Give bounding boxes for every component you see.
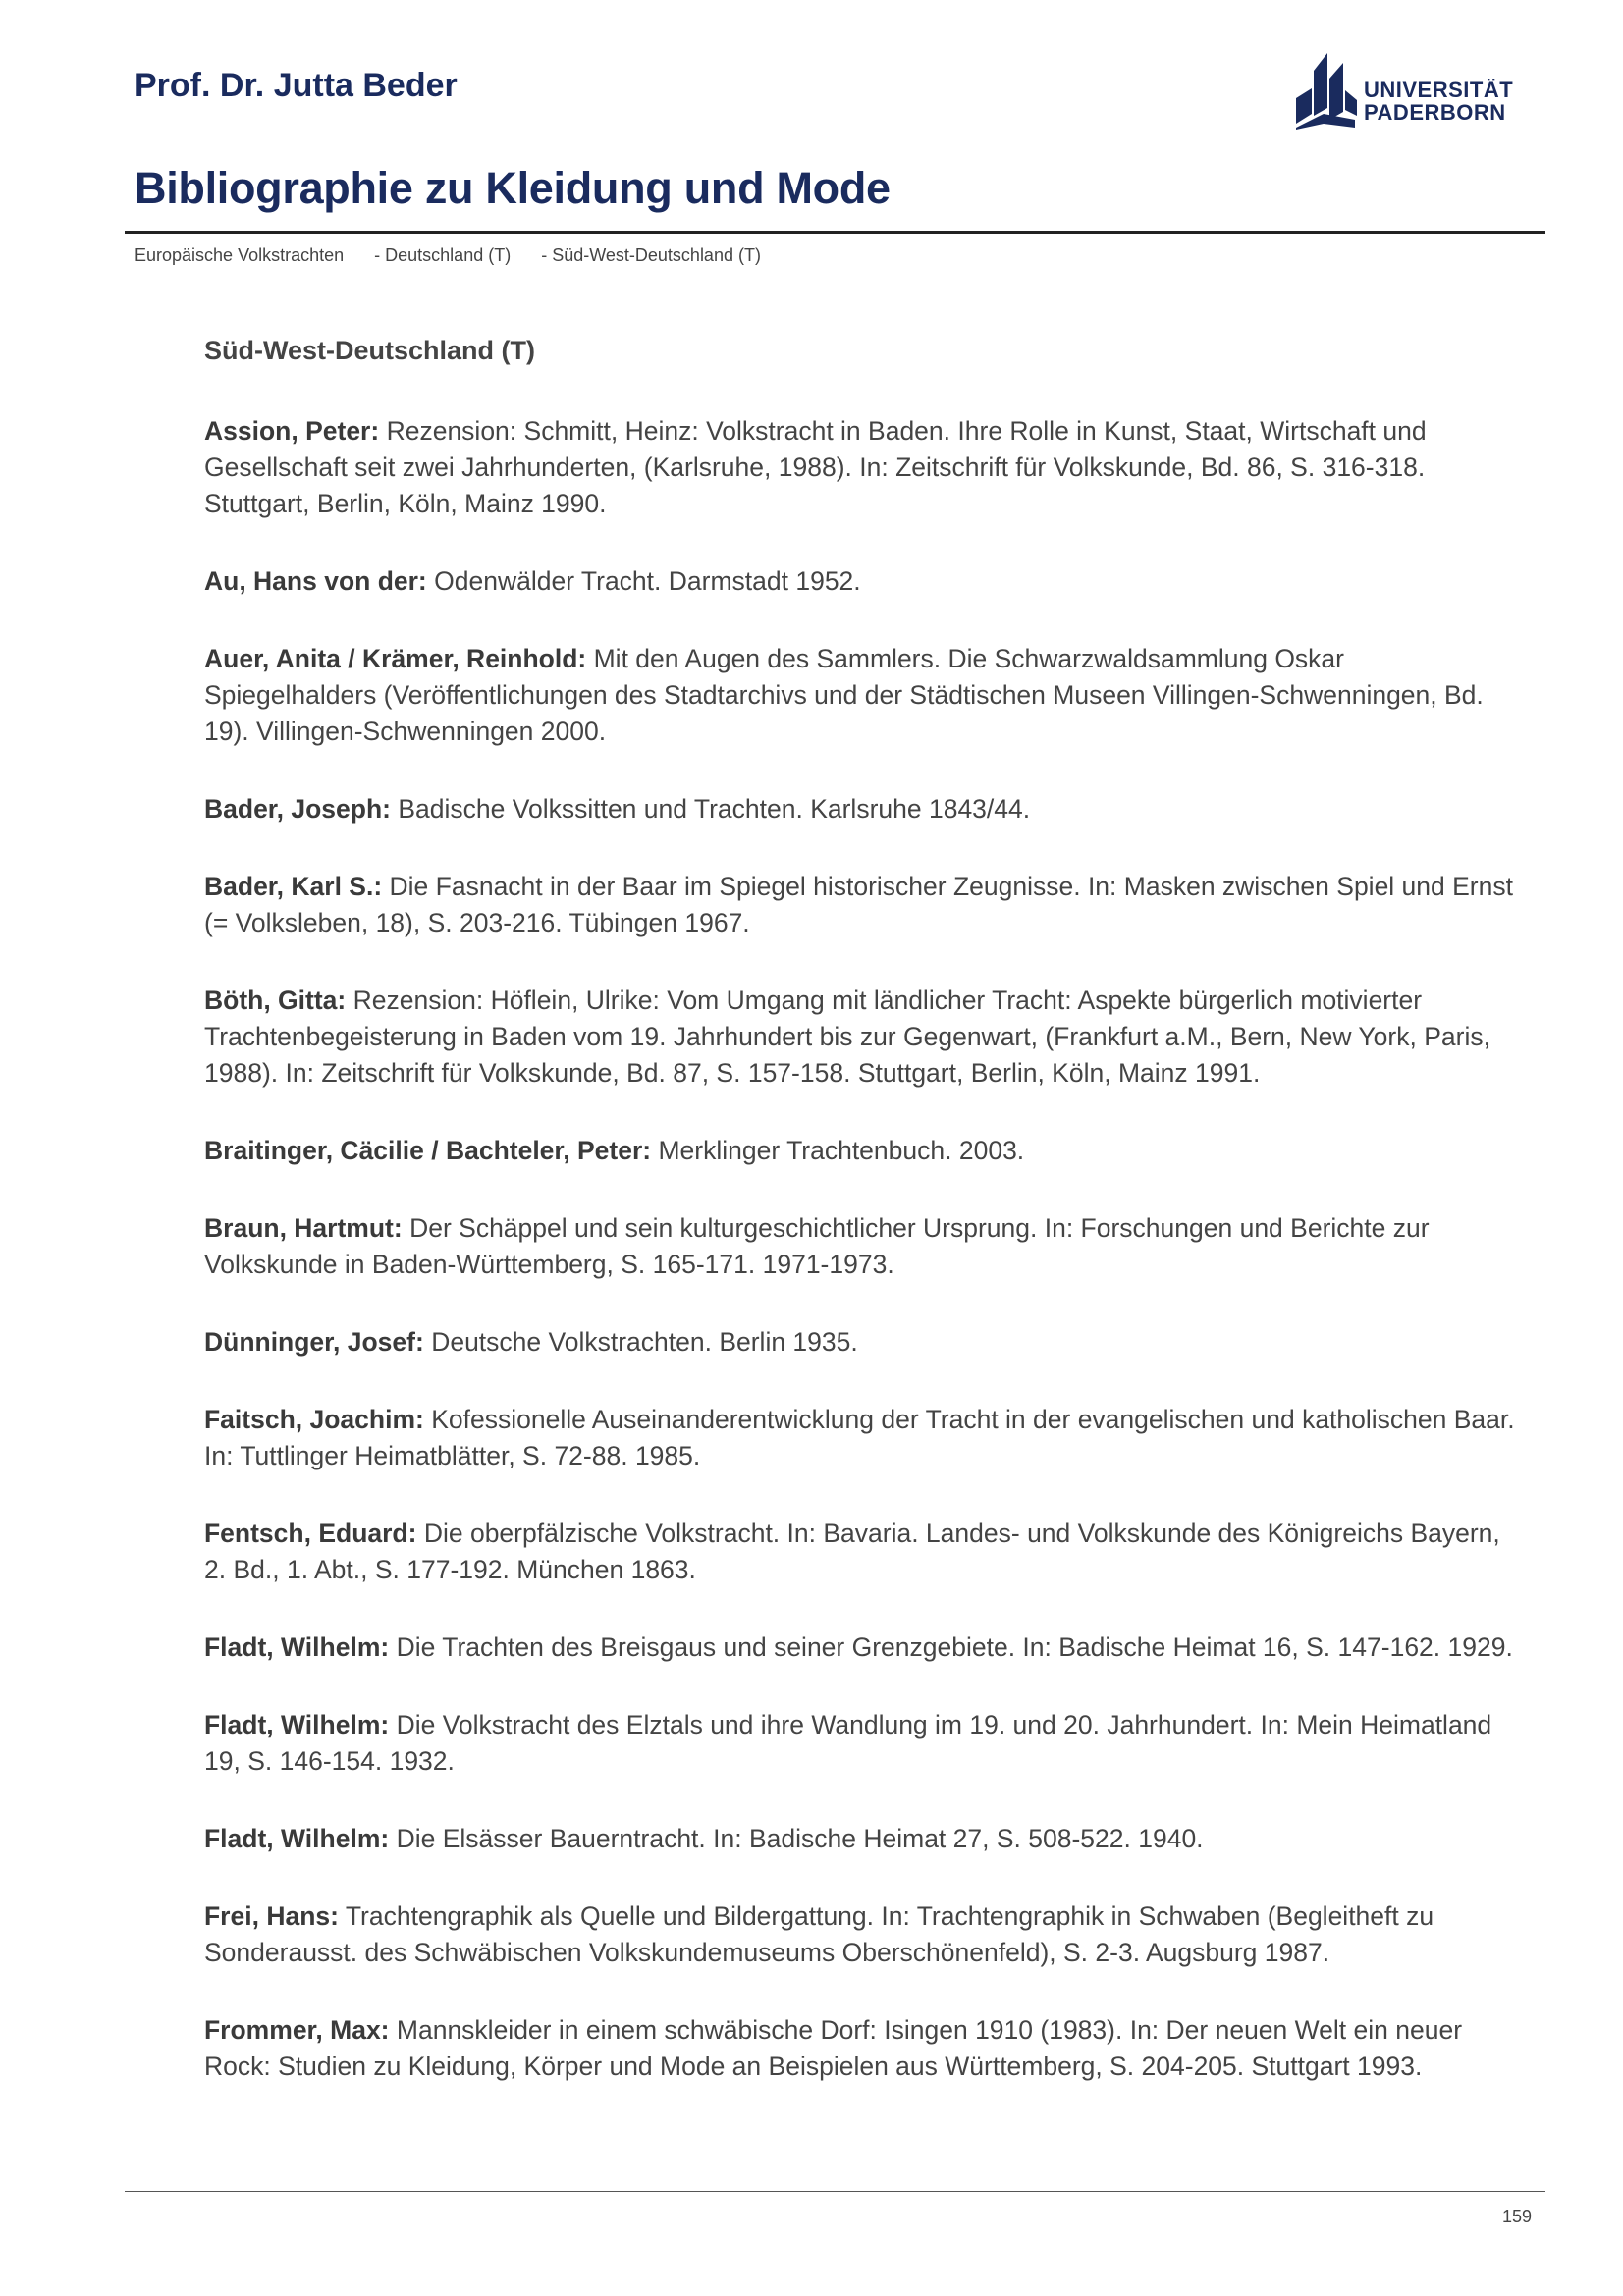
breadcrumb-item: - Süd-West-Deutschland (T) xyxy=(541,245,761,265)
header-divider xyxy=(125,231,1545,234)
bibliography-entry xyxy=(204,1133,1520,1169)
bibliography-entry xyxy=(204,869,1520,941)
breadcrumb-item: Europäische Volkstrachten xyxy=(135,245,345,265)
entry-text: Merklinger Trachtenbuch. 2003. xyxy=(658,1136,1025,1165)
logo-line-1: UNIVERSITÄT xyxy=(1364,78,1514,102)
entry-author: Fladt, Wilhelm: xyxy=(204,1824,390,1853)
breadcrumb xyxy=(135,245,786,266)
entry-text: Badische Volkssitten und Trachten. Karlsruhe 1843/44. xyxy=(398,794,1031,824)
entry-text: Deutsche Volkstrachten. Berlin 1935. xyxy=(431,1327,858,1357)
document-title: Bibliographie zu Kleidung und Mode xyxy=(135,163,891,213)
entry-author: Auer, Anita / Krämer, Reinhold: xyxy=(204,644,587,673)
entry-author: Frei, Hans: xyxy=(204,1901,339,1931)
breadcrumb-item: - Deutschland (T) xyxy=(374,245,512,265)
entry-text: Die oberpfälzische Volkstracht. In: Bavaria. Landes- und Volkskunde des Königreichs Bayern, 2. Bd., 1. Abt., S. 177-192. München 1863. xyxy=(204,1519,1500,1584)
entry-text: Trachtengraphik als Quelle und Bildergattung. In: Trachtengraphik in Schwaben (Begleitheft zu Sonderausst. des Schwäbischen Volkskundemuseums Oberschönenfeld), S. 2-3. Augsburg 1987. xyxy=(204,1901,1434,1967)
entry-author: Faitsch, Joachim: xyxy=(204,1405,424,1434)
entry-text: Der Schäppel und sein kulturgeschichtlicher Ursprung. In: Forschungen und Berichte zur Volkskunde in Baden-Württemberg, S. 165-171. 1971-1973. xyxy=(204,1213,1430,1279)
entry-text: Mannskleider in einem schwäbische Dorf: Isingen 1910 (1983). In: Der neuen Welt ein neuer Rock: Studien zu Kleidung, Körper und Mode an Beispielen aus Württemberg, S. 204-205. Stuttgart 1993. xyxy=(204,2015,1463,2081)
university-logo xyxy=(1294,51,1549,130)
entry-author: Au, Hans von der: xyxy=(204,566,427,596)
entry-text: Mit den Augen des Sammlers. Die Schwarzwaldsammlung Oskar Spiegelhalders (Veröffentlichungen des Stadtarchivs und der Städtischen Museen Villingen-Schwenningen, Bd. 19). Villingen-Schwenningen 2000. xyxy=(204,644,1484,746)
entry-author: Fladt, Wilhelm: xyxy=(204,1710,390,1739)
bibliography-entry xyxy=(204,1821,1520,1857)
university-logo-icon xyxy=(1294,51,1359,130)
footer-divider xyxy=(125,2191,1545,2192)
bibliography-entry xyxy=(204,1516,1520,1588)
bibliography-entry xyxy=(204,563,1520,600)
bibliography-entry xyxy=(204,1402,1520,1474)
entry-author: Bader, Karl S.: xyxy=(204,872,383,901)
page-number: 159 xyxy=(1501,2207,1532,2226)
bibliography-entry xyxy=(204,983,1520,1092)
bibliography-entry xyxy=(204,641,1520,750)
entry-text: Kofessionelle Auseinanderentwicklung der Tracht in der evangelischen und katholischen Baar. In: Tuttlinger Heimatblätter, S. 72-88. 1985. xyxy=(204,1405,1515,1470)
bibliography-entry xyxy=(204,1707,1520,1780)
entry-author: Braun, Hartmut: xyxy=(204,1213,403,1243)
entry-text: Die Trachten des Breisgaus und seiner Grenzgebiete. In: Badische Heimat 16, S. 147-162. 1929. xyxy=(396,1632,1513,1662)
bibliography-list xyxy=(204,413,1520,2126)
bibliography-entry xyxy=(204,1898,1520,1971)
entry-author: Fentsch, Eduard: xyxy=(204,1519,417,1548)
entry-text: Die Fasnacht in der Baar im Spiegel historischer Zeugnisse. In: Masken zwischen Spiel und Ernst (= Volksleben, 18), S. 203-216. Tübingen 1967. xyxy=(204,872,1513,937)
bibliography-entry xyxy=(204,1324,1520,1361)
bibliography-entry xyxy=(204,413,1520,522)
university-logo-text xyxy=(1364,79,1513,124)
entry-text: Die Elsässer Bauerntracht. In: Badische Heimat 27, S. 508-522. 1940. xyxy=(396,1824,1204,1853)
bibliography-entry xyxy=(204,2012,1520,2085)
logo-line-2: PADERBORN xyxy=(1364,100,1506,125)
author-name: Prof. Dr. Jutta Beder xyxy=(135,67,458,104)
entry-text: Rezension: Höflein, Ulrike: Vom Umgang mit ländlicher Tracht: Aspekte bürgerlich motivierter Trachtenbegeisterung in Baden vom 19. Jahrhundert bis zur Gegenwart, (Frankfurt a.M., Bern, New York, Paris, 1988). In: Zeitschrift für Volkskunde, Bd. 87, S. 157-158. Stuttgart, Berlin, Köln, Mainz 1991. xyxy=(204,986,1490,1088)
bibliography-entry xyxy=(204,791,1520,828)
entry-author: Assion, Peter: xyxy=(204,416,380,446)
entry-author: Braitinger, Cäcilie / Bachteler, Peter: xyxy=(204,1136,652,1165)
entry-author: Frommer, Max: xyxy=(204,2015,390,2045)
entry-author: Böth, Gitta: xyxy=(204,986,347,1015)
entry-text: Odenwälder Tracht. Darmstadt 1952. xyxy=(434,566,861,596)
section-title: Süd-West-Deutschland (T) xyxy=(204,336,535,365)
entry-text: Rezension: Schmitt, Heinz: Volkstracht in Baden. Ihre Rolle in Kunst, Staat, Wirtschaft und Gesellschaft seit zwei Jahrhunderten, (Karlsruhe, 1988). In: Zeitschrift für Volkskunde, Bd. 86, S. 316-318. Stuttgart, Berlin, Köln, Mainz 1990. xyxy=(204,416,1427,518)
bibliography-entry xyxy=(204,1210,1520,1283)
entry-text: Die Volkstracht des Elztals und ihre Wandlung im 19. und 20. Jahrhundert. In: Mein Heimatland 19, S. 146-154. 1932. xyxy=(204,1710,1492,1776)
entry-author: Dünninger, Josef: xyxy=(204,1327,424,1357)
entry-author: Bader, Joseph: xyxy=(204,794,391,824)
entry-author: Fladt, Wilhelm: xyxy=(204,1632,390,1662)
bibliography-entry xyxy=(204,1629,1520,1666)
